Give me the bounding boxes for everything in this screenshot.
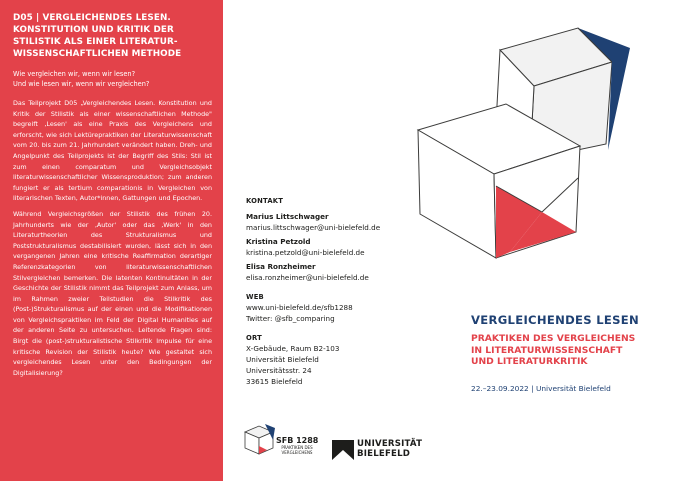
event-date: 22.–23.09.2022 | Universität Bielefeld (471, 383, 611, 393)
contact-heading: KONTAKT (246, 197, 284, 205)
address-line: Universitätsstr. 24 (246, 366, 312, 375)
sfb-cube-icon (243, 420, 277, 464)
project-description-2: Während Vergleichsgrößen der Stilistik des frühen 20. Jahrhunderts wie der ‚Autor' oder das ‚Werk' in den Literaturtheorien des Strukturalismus und Poststrukturalismus destabilisiert wurden, lässt sich in den vergangenen Jahren eine kritische Reaffirmation derartiger Referenzkategorien von literaturwissenschaftlichen Stilvergleichen bemerken. Die latenten Kontinuitäten in der Geschichte der Stilistik nimmt das Teilprojekt zum Anlass, um im Rahmen zweier Teilstudien die Stilkritik des (Post-)Strukturalismus auf der einen und die Modifikationen von Vergleichspraktiken im Feld der Digital Humanities auf der anderen Seite zu untersuchen. Leitende Fragen sind: Birgt die (post-)strukturalistische Stilkritik Impulse für eine kritische Revision der Stilistik heute? Wie gestaltet sich vergleichendes Lesen unter den Bedingungen der Digitalisierung? (13, 209, 212, 377)
sfb-logo (243, 420, 323, 465)
question-1: Wie vergleichen wir, wenn wir lesen? (13, 70, 136, 78)
university-name (357, 440, 422, 459)
address-line: X-Gebäude, Raum B2-103 (246, 344, 340, 353)
question-2: Und wie lesen wir, wenn wir vergleichen? (13, 80, 150, 88)
subtitle-line: UND LITERATURKRITIK (471, 356, 588, 367)
address-line: 33615 Bielefeld (246, 377, 303, 386)
event-title: VERGLEICHENDES LESEN (471, 313, 640, 327)
contact-name: Elisa Ronzheimer (246, 262, 316, 271)
university-line: UNIVERSITÄT (357, 439, 423, 449)
project-description-1: Das Teilprojekt D05 „Vergleichendes Lesen. Konstitution und Kritik der Stilistik als einer wissenschaftlichen Methode" begreift ‚Lesen' als eine Praxis des Vergleichens und erforscht, wie sich Lektürepraktiken der Literaturwissenschaft vom 20. bis zum 21. Jahrhundert verändert haben. Dreh- und Angelpunkt des Teilprojekts ist der Begriff des Stils: Stil ist zum einen comparatum und Vergleichsobjekt literaturwissenschaftlicher Wissensproduktion; zum anderen fungiert er als tertium comparationis in Vergleichen von literarischen Texten, Autor*innen, Gattungen und Epochen. (13, 99, 212, 203)
logo-row (243, 420, 423, 465)
sfb-text (276, 436, 318, 455)
sfb-number: SFB 1288 (276, 436, 319, 445)
project-questions (13, 69, 212, 89)
left-panel (0, 0, 223, 481)
sfb-subtitle-line: VERGLEICHENS (281, 450, 313, 455)
web-heading: WEB (246, 293, 264, 301)
contact-email[interactable]: elisa.ronzheimer@uni-bielefeld.de (246, 272, 369, 282)
web-block (246, 292, 446, 324)
address-line: Universität Bielefeld (246, 355, 319, 364)
location-block (246, 333, 446, 387)
university-logo (332, 439, 423, 464)
contact-name: Kristina Petzold (246, 237, 311, 246)
contact-email[interactable]: kristina.petzold@uni-bielefeld.de (246, 247, 365, 257)
web-url[interactable]: www.uni-bielefeld.de/sfb1288 (246, 303, 353, 312)
project-title: D05 | VERGLEICHENDES LESEN. KONSTITUTION UND KRITIK DER STILISTIK ALS EINER LITERATUR-WISSENSCHAFTLICHEN METHODE (13, 13, 182, 59)
university-mark-icon (332, 440, 354, 460)
cube-illustration (412, 26, 642, 271)
sfb-subtitle-line: PRAKTIKEN DES (281, 445, 313, 450)
cubes-graphic (412, 26, 642, 271)
location-heading: ORT (246, 334, 262, 342)
subtitle-line: IN LITERATURWISSENSCHAFT (471, 344, 623, 356)
twitter-handle[interactable]: Twitter: @sfb_comparing (246, 314, 335, 323)
event-titles (471, 313, 676, 394)
university-line: BIELEFELD (357, 448, 411, 459)
event-subtitle (471, 333, 676, 368)
contact-name: Marius Littschwager (246, 212, 329, 221)
subtitle-line: PRAKTIKEN DES VERGLEICHENS (471, 333, 636, 344)
contact-email[interactable]: marius.littschwager@uni-bielefeld.de (246, 222, 381, 232)
